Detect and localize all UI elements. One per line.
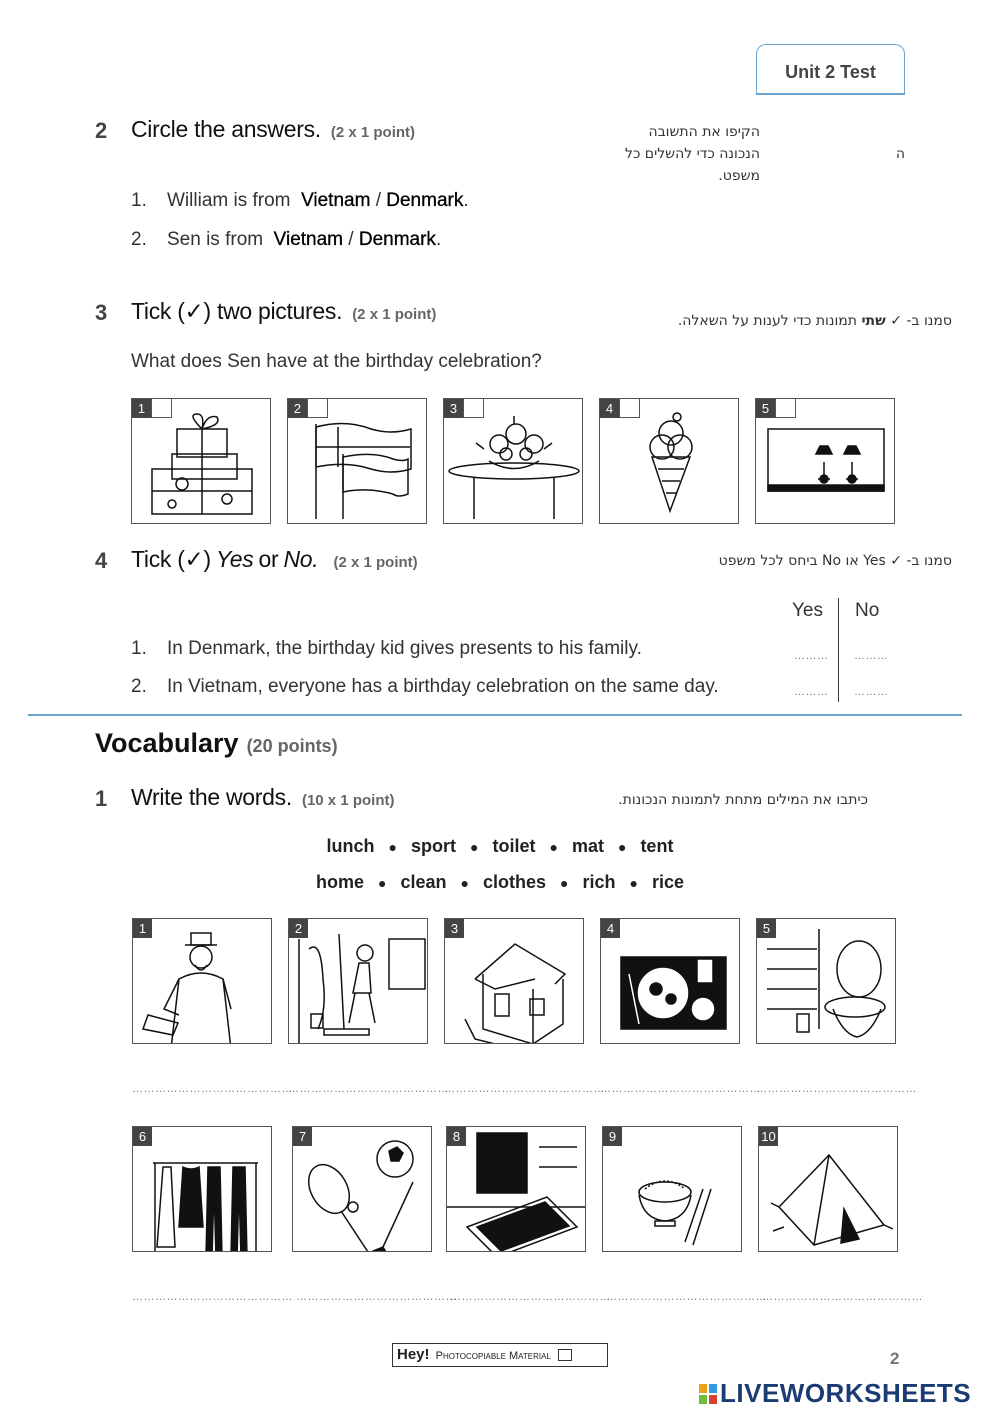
q4-hebrew-instruction: סמנו ב- ✓ Yes או No ביחס לכל משפט bbox=[718, 553, 952, 569]
welcome-mat-icon bbox=[447, 1127, 586, 1252]
footer-brand: Hey! bbox=[397, 1346, 430, 1363]
tick-box[interactable] bbox=[775, 399, 796, 418]
q3-picture-5 bbox=[755, 398, 895, 524]
yes-column-header: Yes bbox=[792, 600, 823, 621]
toilet-icon bbox=[757, 919, 896, 1044]
yes-no-divider bbox=[838, 598, 839, 702]
q3-hebrew-post: תמונות כדי לענות על השאלה. bbox=[677, 313, 857, 329]
q3-title: Tick (✓) two pictures. bbox=[131, 298, 343, 324]
vocab-picture-9 bbox=[602, 1126, 742, 1252]
bullet: ● bbox=[388, 839, 398, 855]
q3-picture-3 bbox=[443, 398, 583, 524]
picture-number: 4 bbox=[601, 919, 620, 938]
v1-number: 1 bbox=[95, 786, 108, 811]
q3-hebrew-instruction bbox=[560, 310, 952, 332]
vocab-picture-1 bbox=[132, 918, 272, 1044]
q2-number: 2 bbox=[95, 118, 108, 143]
q4-number: 4 bbox=[95, 548, 108, 573]
picture-number: 2 bbox=[289, 919, 308, 938]
option-denmark[interactable]: Denmark bbox=[358, 229, 436, 250]
tick-box[interactable] bbox=[463, 399, 484, 418]
picture-number: 7 bbox=[293, 1127, 312, 1146]
picture-number: 9 bbox=[603, 1127, 622, 1146]
q2-heading bbox=[131, 116, 415, 143]
unit-tag-underline bbox=[756, 93, 905, 95]
q4-title-pre: Tick (✓) bbox=[131, 546, 211, 572]
q4-item-1 bbox=[131, 638, 642, 660]
tick-box[interactable] bbox=[307, 399, 328, 418]
q3-picture-1 bbox=[131, 398, 271, 524]
word-bank-item: home bbox=[316, 872, 365, 892]
q3-hebrew-pre: סמנו ב- ✓ bbox=[890, 313, 952, 329]
answer-line-7[interactable]: …………………………………… bbox=[296, 1291, 457, 1303]
picture-number: 8 bbox=[447, 1127, 466, 1146]
tick-box[interactable] bbox=[151, 399, 172, 418]
word-bank-row-1 bbox=[0, 836, 1000, 857]
word-bank-item: rich bbox=[582, 872, 616, 892]
v1-title: Write the words. bbox=[131, 784, 292, 810]
rich-man-icon bbox=[133, 919, 272, 1044]
picture-number: 4 bbox=[600, 399, 619, 418]
v1-heading bbox=[131, 784, 394, 811]
item-number: 1. bbox=[131, 190, 147, 211]
q2-hebrew-line-2: הנכונה כדי להשלים כל bbox=[624, 146, 760, 162]
picture-number: 3 bbox=[445, 919, 464, 938]
tick-box[interactable] bbox=[619, 399, 640, 418]
q3-heading bbox=[131, 298, 436, 325]
picture-number: 3 bbox=[444, 399, 463, 418]
book-icon bbox=[558, 1349, 572, 1361]
slash: / bbox=[348, 229, 354, 250]
answer-line-8[interactable]: …………………………………… bbox=[450, 1291, 611, 1303]
bullet: ● bbox=[560, 875, 569, 891]
q4-item-2 bbox=[131, 676, 719, 698]
item-number: 2. bbox=[131, 229, 147, 250]
bullet: ● bbox=[629, 875, 638, 891]
boy-cleaning-icon bbox=[289, 919, 428, 1044]
q2-hebrew-line-3: משפט. bbox=[718, 168, 760, 184]
answer-line-3[interactable]: …………………………………… bbox=[444, 1083, 605, 1095]
q4-heading bbox=[131, 546, 418, 573]
unit-tag: Unit 2 Test bbox=[756, 44, 905, 94]
q2-hebrew-line-1: הקיפו את התשובה bbox=[648, 124, 760, 140]
picture-number: 1 bbox=[132, 399, 151, 418]
clothes-rack-icon bbox=[133, 1127, 272, 1252]
item-number: 1. bbox=[131, 638, 147, 659]
word-bank-row-2 bbox=[0, 872, 1000, 893]
bullet: ● bbox=[378, 875, 387, 891]
q3-question: What does Sen have at the birthday celebration? bbox=[131, 351, 542, 372]
word-bank-item: clothes bbox=[482, 872, 547, 892]
item-text: In Denmark, the birthday kid gives presents to his family. bbox=[167, 638, 642, 659]
vocabulary-heading bbox=[95, 728, 338, 759]
q2-hebrew-stray: ה bbox=[895, 146, 905, 162]
picture-number: 10 bbox=[759, 1127, 778, 1146]
answer-line-4[interactable]: …………………………………… bbox=[600, 1083, 761, 1095]
word-bank-item: sport bbox=[411, 836, 457, 856]
rice-bowl-icon bbox=[603, 1127, 742, 1252]
picture-number: 6 bbox=[133, 1127, 152, 1146]
option-denmark[interactable]: Denmark bbox=[386, 190, 464, 211]
word-bank-item: tent bbox=[640, 836, 674, 856]
q2-item-1 bbox=[131, 190, 469, 212]
house-icon bbox=[445, 919, 584, 1044]
word-bank-item: toilet bbox=[492, 836, 536, 856]
answer-line-2[interactable]: …………………………………… bbox=[288, 1083, 449, 1095]
vocabulary-title: Vocabulary bbox=[95, 728, 239, 758]
q2-title: Circle the answers. bbox=[131, 116, 321, 142]
q4-item-2-no-blank[interactable]: ……… bbox=[854, 686, 889, 698]
item-text: In Vietnam, everyone has a birthday celebration on the same day. bbox=[167, 676, 719, 697]
q3-hebrew-bold: שתי bbox=[861, 313, 886, 329]
vocab-picture-3 bbox=[444, 918, 584, 1044]
word-bank-item: lunch bbox=[326, 836, 375, 856]
bullet: ● bbox=[470, 839, 479, 855]
bullet: ● bbox=[460, 875, 469, 891]
liveworksheets-icon bbox=[698, 1383, 718, 1405]
word-bank-item: mat bbox=[571, 836, 604, 856]
period: . bbox=[463, 190, 469, 211]
vocabulary-points: (20 points) bbox=[246, 736, 338, 756]
tent-icon bbox=[759, 1127, 898, 1252]
sports-equipment-icon bbox=[293, 1127, 432, 1252]
q2-item-2 bbox=[131, 229, 441, 251]
answer-line-6[interactable]: …………………………………… bbox=[132, 1291, 293, 1303]
item-number: 2. bbox=[131, 676, 147, 697]
period: . bbox=[435, 229, 442, 250]
item-text: Sen is from bbox=[167, 229, 264, 250]
bullet: ● bbox=[549, 839, 558, 855]
vocab-picture-10 bbox=[758, 1126, 898, 1252]
q4-points: (2 x 1 point) bbox=[333, 554, 418, 571]
answer-line-1[interactable]: …………………………………… bbox=[132, 1083, 293, 1095]
vocab-picture-7 bbox=[292, 1126, 432, 1252]
option-vietnam[interactable]: Vietnam bbox=[273, 229, 344, 250]
page-number: 2 bbox=[890, 1349, 900, 1368]
v1-points: (10 x 1 point) bbox=[301, 792, 395, 809]
picture-number: 2 bbox=[288, 399, 307, 418]
picture-number: 5 bbox=[757, 919, 776, 938]
vocab-picture-5 bbox=[756, 918, 896, 1044]
q4-item-2-yes-blank[interactable]: ……… bbox=[794, 686, 829, 698]
answer-line-5[interactable]: …………………………………… bbox=[756, 1083, 917, 1095]
no-column-header: No bbox=[855, 600, 880, 621]
q2-hebrew-instruction bbox=[560, 121, 760, 187]
q3-points: (2 x 1 point) bbox=[352, 306, 437, 323]
vocab-picture-2 bbox=[288, 918, 428, 1044]
picture-number: 1 bbox=[133, 919, 152, 938]
q4-title-no: No. bbox=[283, 546, 319, 572]
lunch-tray-icon bbox=[601, 919, 740, 1044]
vocab-picture-8 bbox=[446, 1126, 586, 1252]
answer-line-10[interactable]: …………………………………… bbox=[762, 1291, 923, 1303]
liveworksheets-logo bbox=[698, 1378, 971, 1409]
vocab-picture-6 bbox=[132, 1126, 272, 1252]
word-bank-item: clean bbox=[400, 872, 447, 892]
bullet: ● bbox=[617, 839, 627, 855]
photocopiable-label bbox=[392, 1343, 608, 1367]
q4-title-or: or bbox=[258, 546, 279, 572]
q4-item-1-yes-blank[interactable]: ……… bbox=[794, 650, 829, 662]
item-text: William is from bbox=[167, 190, 291, 211]
section-divider bbox=[28, 714, 962, 716]
q4-item-1-no-blank[interactable]: ……… bbox=[854, 650, 889, 662]
footer-label: Photocopiable Material bbox=[435, 1350, 551, 1362]
liveworksheets-text: LIVEWORKSHEETS bbox=[720, 1378, 972, 1408]
slash: / bbox=[375, 190, 381, 211]
v1-hebrew-instruction: כיתבו את המילים מתחת לתמונות הנכונות. bbox=[618, 792, 868, 808]
option-vietnam[interactable]: Vietnam bbox=[301, 190, 371, 211]
q3-picture-2 bbox=[287, 398, 427, 524]
answer-line-9[interactable]: …………………………………… bbox=[606, 1291, 767, 1303]
q3-number: 3 bbox=[95, 300, 108, 325]
word-bank-item: rice bbox=[651, 872, 684, 892]
q2-points: (2 x 1 point) bbox=[330, 124, 416, 141]
q4-title-yes: Yes bbox=[215, 546, 254, 572]
q3-picture-4 bbox=[599, 398, 739, 524]
vocab-picture-4 bbox=[600, 918, 740, 1044]
picture-number: 5 bbox=[756, 399, 775, 418]
